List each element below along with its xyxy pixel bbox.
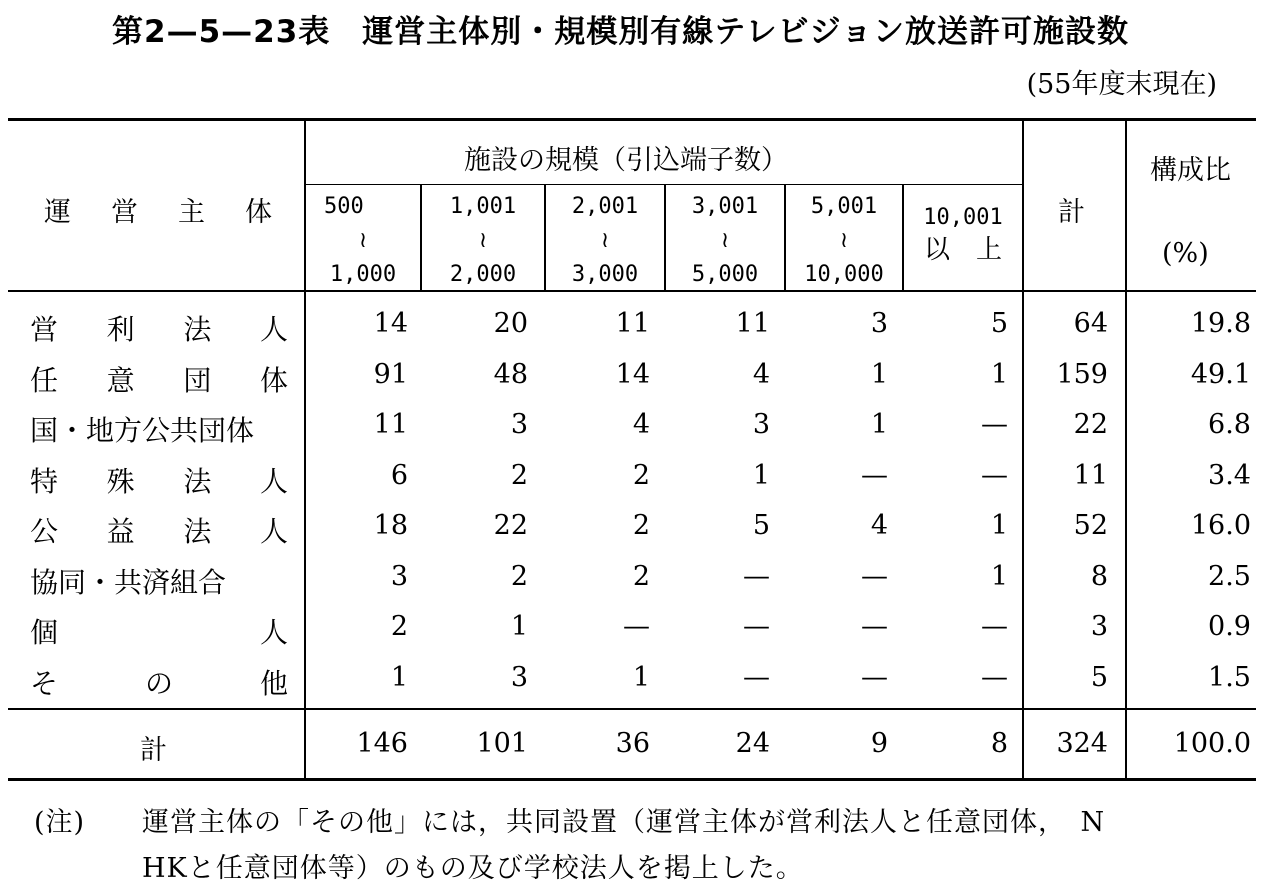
- table-cell: 5: [752, 510, 770, 541]
- table-cell: 11: [373, 409, 408, 440]
- table-cell: 1: [990, 359, 1008, 390]
- total-cell: 101: [476, 728, 528, 759]
- note-line-2: HKと任意団体等）のもの及び学校法人を掲上した。: [142, 853, 804, 884]
- table-cell: 3: [752, 409, 770, 440]
- table-cell: 91: [373, 359, 408, 390]
- table-cell: 11: [735, 308, 770, 339]
- row-total-cell: 22: [1073, 409, 1108, 440]
- table-cell: 2: [510, 561, 528, 592]
- row-total-cell: 11: [1073, 460, 1108, 491]
- table-cell: 18: [373, 510, 408, 541]
- table-cell: 20: [493, 308, 528, 339]
- table-cell: 4: [870, 510, 888, 541]
- total-cell: 36: [615, 728, 650, 759]
- table-cell: 2: [390, 611, 408, 642]
- table-cell: —: [981, 460, 1008, 491]
- range-header-6: 10,001 以 上: [923, 205, 1003, 265]
- range-header-2: 1,001 ≀ 2,000: [449, 194, 517, 287]
- row-operator-name: そ の 他: [30, 667, 288, 700]
- table-subtitle: (55年度末現在): [1026, 69, 1217, 100]
- row-operator-name: 協同・共済組合: [30, 566, 227, 599]
- total-header: 計: [1058, 197, 1085, 228]
- row-ratio-cell: 49.1: [1190, 359, 1251, 390]
- total-row-label: 計: [140, 735, 167, 766]
- table-cell: —: [623, 611, 650, 642]
- range-header-3: 2,001 ≀ 3,000: [571, 194, 639, 287]
- total-cell: 146: [356, 728, 408, 759]
- table-cell: 1: [510, 611, 528, 642]
- table-cell: —: [743, 561, 770, 592]
- row-operator-name: 営 利 法 人: [30, 313, 288, 346]
- table-cell: 1: [870, 359, 888, 390]
- row-operator-name: 個 人: [30, 616, 288, 649]
- table-cell: 1: [390, 662, 408, 693]
- table-cell: 22: [493, 510, 528, 541]
- table-cell: —: [861, 561, 888, 592]
- table-cell: 14: [615, 359, 650, 390]
- row-total-cell: 159: [1056, 359, 1108, 390]
- table-cell: 1: [990, 510, 1008, 541]
- scale-group-header: 施設の規模（引込端子数）: [464, 145, 788, 176]
- table-cell: —: [861, 662, 888, 693]
- table-cell: 14: [373, 308, 408, 339]
- ratio-header: 構成比: [1150, 155, 1231, 186]
- ratio-unit-header: (%): [1162, 238, 1209, 269]
- table-cell: —: [981, 409, 1008, 440]
- row-ratio-cell: 2.5: [1208, 561, 1251, 592]
- row-operator-name: 特 殊 法 人: [30, 465, 288, 498]
- range-header-4: 3,001 ≀ 5,000: [691, 194, 759, 287]
- table-cell: 1: [632, 662, 650, 693]
- table-cell: —: [743, 611, 770, 642]
- table-cell: 4: [752, 359, 770, 390]
- table-title: 第2—5—23表 運営主体別・規模別有線テレビジョン放送許可施設数: [112, 14, 1130, 50]
- row-total-cell: 8: [1090, 561, 1108, 592]
- row-operator-name: 国・地方公共団体: [30, 414, 255, 447]
- range-header-5: 5,001 ≀ 10,000: [804, 194, 884, 287]
- bottom-rule: [8, 778, 1256, 781]
- total-cell: 324: [1056, 728, 1108, 759]
- row-ratio-cell: 6.8: [1208, 409, 1251, 440]
- total-cell: 9: [870, 728, 888, 759]
- table-cell: 1: [870, 409, 888, 440]
- row-total-cell: 64: [1073, 308, 1108, 339]
- top-rule: [8, 118, 1256, 121]
- table-cell: 2: [510, 460, 528, 491]
- row-operator-name: 任 意 団 体: [30, 364, 288, 397]
- table-cell: 2: [632, 460, 650, 491]
- table-cell: 11: [615, 308, 650, 339]
- table-cell: —: [981, 662, 1008, 693]
- table-cell: —: [743, 662, 770, 693]
- table-cell: 1: [752, 460, 770, 491]
- total-top-rule: [8, 708, 1256, 710]
- table-cell: —: [981, 611, 1008, 642]
- table-cell: 3: [390, 561, 408, 592]
- row-operator-name: 公 益 法 人: [30, 515, 288, 548]
- row-ratio-cell: 0.9: [1208, 611, 1251, 642]
- table-cell: 3: [510, 662, 528, 693]
- row-total-cell: 52: [1073, 510, 1108, 541]
- table-cell: 3: [870, 308, 888, 339]
- row-ratio-cell: 1.5: [1208, 662, 1251, 693]
- table-cell: —: [861, 460, 888, 491]
- row-ratio-cell: 19.8: [1190, 308, 1251, 339]
- range-header-1: 500 ≀ 1,000: [324, 194, 397, 287]
- row-total-cell: 3: [1090, 611, 1108, 642]
- table-cell: 6: [390, 460, 408, 491]
- table-cell: 3: [510, 409, 528, 440]
- table-cell: 5: [990, 308, 1008, 339]
- row-total-cell: 5: [1090, 662, 1108, 693]
- total-cell: 24: [735, 728, 770, 759]
- table-cell: 2: [632, 510, 650, 541]
- note-label: (注): [34, 807, 86, 838]
- total-cell: 8: [990, 728, 1008, 759]
- operator-header: 運 営 主 体: [44, 197, 272, 228]
- table-cell: 1: [990, 561, 1008, 592]
- total-ratio-cell: 100.0: [1173, 728, 1251, 759]
- table-cell: —: [861, 611, 888, 642]
- note-line-1: 運営主体の「その他」には，共同設置（運営主体が営利法人と任意団体， N: [142, 807, 1106, 838]
- row-ratio-cell: 3.4: [1208, 460, 1251, 491]
- table-cell: 4: [632, 409, 650, 440]
- row-ratio-cell: 16.0: [1190, 510, 1251, 541]
- table-cell: 48: [493, 359, 528, 390]
- table-cell: 2: [632, 561, 650, 592]
